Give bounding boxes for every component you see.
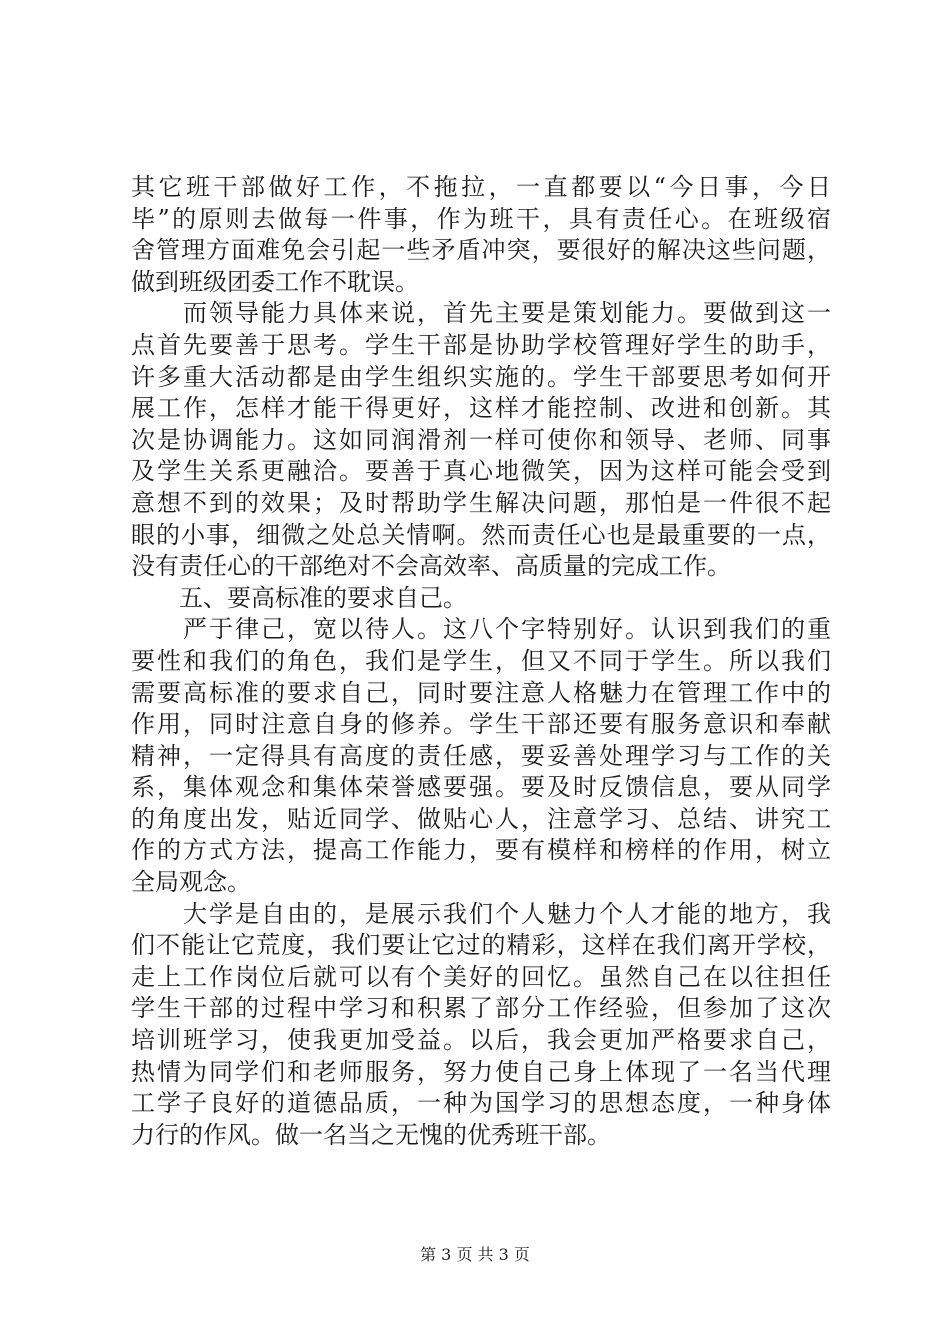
text-line: 热情为同学们和老师服务，努力使自己身上体现了一名当代理 [131, 1057, 831, 1086]
text-line: 力行的作风。做一名当之无愧的优秀班干部。 [131, 1120, 611, 1149]
text-line: 走上工作岗位后就可以有个美好的回忆。虽然自己在以往担任 [131, 962, 831, 991]
text-line: 工学子良好的道德品质，一种为国学习的思想态度，一种身体 [131, 1089, 831, 1118]
text-line: 作的方式方法，提高工作能力，要有模样和榜样的作用，树立 [131, 836, 831, 865]
page-number-footer: 第 3 页 共 3 页 [420, 1245, 530, 1264]
text-line: 没有责任心的干部绝对不会高效率、高质量的完成工作。 [131, 552, 731, 581]
text-line: 全局观念。 [131, 868, 251, 897]
text-line: 意想不到的效果；及时帮助学生解决问题，那怕是一件很不起 [131, 488, 831, 517]
text-line: 精神，一定得具有高度的责任感，要妥善处理学习与工作的关 [131, 741, 831, 770]
text-line: 毕”的原则去做每一件事，作为班干，具有责任心。在班级宿 [131, 204, 831, 233]
text-line: 展工作，怎样才能干得更好，这样才能控制、改进和创新。其 [131, 394, 831, 423]
text-line: 点首先要善于思考。学生干部是协助学校管理好学生的助手， [131, 330, 831, 359]
text-line: 五、要高标准的要求自己。 [131, 583, 467, 612]
text-line: 系，集体观念和集体荣誉感要强。要及时反馈信息，要从同学 [131, 773, 831, 802]
text-line: 需要高标准的要求自己，同时要注意人格魅力在管理工作中的 [131, 678, 831, 707]
text-line: 作用，同时注意自身的修养。学生干部还要有服务意识和奉献 [131, 710, 831, 739]
text-line: 次是协调能力。这如同润滑剂一样可使你和领导、老师、同事 [131, 425, 831, 454]
text-line: 严于律己，宽以待人。这八个字特别好。认识到我们的重 [131, 615, 831, 644]
text-line: 学生干部的过程中学习和积累了部分工作经验，但参加了这次 [131, 994, 831, 1023]
text-line: 大学是自由的，是展示我们个人魅力个人才能的地方，我 [131, 899, 831, 928]
text-line: 而领导能力具体来说，首先主要是策划能力。要做到这一 [131, 299, 831, 328]
text-line: 及学生关系更融洽。要善于真心地微笑，因为这样可能会受到 [131, 457, 831, 486]
text-line: 许多重大活动都是由学生组织实施的。学生干部要思考如何开 [131, 362, 831, 391]
text-line: 其它班干部做好工作，不拖拉，一直都要以“今日事，今日 [131, 173, 831, 201]
text-line: 要性和我们的角色，我们是学生，但又不同于学生。所以我们 [131, 646, 831, 675]
text-line: 舍管理方面难免会引起一些矛盾冲突，要很好的解决这些问题， [131, 236, 831, 265]
body-text [131, 172, 831, 1151]
text-line: 们不能让它荒度，我们要让它过的精彩，这样在我们离开学校， [131, 931, 831, 960]
text-line: 培训班学习，使我更加受益。以后，我会更加严格要求自己， [131, 1026, 831, 1055]
text-line: 眼的小事，细微之处总关情啊。然而责任心也是最重要的一点， [131, 520, 831, 549]
text-line: 的角度出发，贴近同学、做贴心人，注意学习、总结、讲究工 [131, 804, 831, 833]
text-line: 做到班级团委工作不耽误。 [131, 267, 419, 296]
